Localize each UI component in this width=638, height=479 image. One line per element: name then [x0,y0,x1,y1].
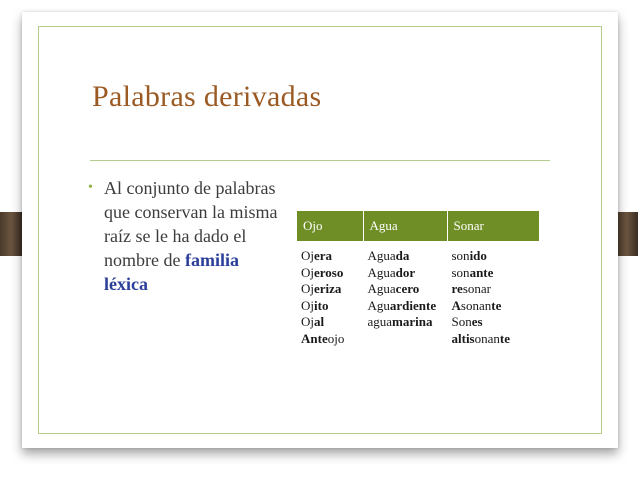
word-root: sonan [460,297,492,313]
word-root: ojo [327,330,345,346]
word-root: Son [451,314,472,329]
slide-title: Palabras derivadas [92,80,322,113]
word-affix: ardiente [389,297,437,313]
word-entry [452,281,538,298]
word-root: son [451,264,470,280]
derived-words-table [297,211,539,351]
word-affix: da [395,248,410,263]
word-affix: eriza [314,281,342,296]
word-root: sonar [462,281,491,296]
word-root: Oj [301,314,314,329]
word-entry [301,314,361,331]
column-ojo-words [297,241,363,351]
word-affix: es [471,314,483,329]
word-root: Oj [301,281,314,296]
word-affix: eroso [314,264,344,280]
word-entry [452,248,538,265]
word-root: onan [474,330,500,346]
left-edge-tab [0,212,22,256]
bullet-body: Al conjunto de palabras que conservan la misma raíz se le ha dado el nombre de [104,178,278,270]
word-affix: cero [395,281,420,296]
word-root: Agua [367,281,396,296]
bullet-dot-icon: • [88,180,93,195]
word-root: son [451,248,470,263]
bullet-point [88,176,278,296]
word-affix: ito [314,297,329,313]
word-root: Agu [367,297,390,313]
title-divider [90,160,550,161]
word-entry [301,281,361,298]
word-entry [368,281,445,298]
table-header-row [297,211,539,241]
header-ojo: Ojo [297,211,363,241]
word-affix: te [491,297,502,313]
word-entry [368,265,445,282]
word-entry [301,248,361,265]
word-affix: altis [451,330,475,346]
table-row [297,241,539,351]
word-root: Oj [301,297,314,313]
word-affix: ido [469,248,487,263]
bullet-text [104,176,278,296]
right-edge-tab [616,212,638,256]
column-agua-words [363,241,447,351]
word-entry [368,314,445,331]
word-root: Oj [301,264,314,280]
word-affix: A [451,297,461,313]
word-entry [301,331,361,348]
word-affix: te [499,330,511,346]
word-entry [368,248,445,265]
word-entry [452,298,538,315]
word-root: Oj [301,248,314,263]
word-entry [301,298,361,315]
word-affix: ante [469,264,494,280]
word-entry [452,265,538,282]
word-entry [368,298,445,315]
header-sonar: Sonar [447,211,539,241]
header-agua: Agua [363,211,447,241]
word-affix: re [451,281,463,296]
word-affix: Ante [301,330,328,346]
word-entry [452,314,538,331]
word-affix: marina [392,314,433,329]
word-root: Agua [367,264,396,280]
word-root: Agua [367,248,396,263]
word-entry [301,265,361,282]
word-affix: era [314,248,333,263]
column-sonar-words [447,241,539,351]
bullet-highlight: familia léxica [104,250,239,294]
word-affix: al [314,314,325,329]
word-entry [452,331,538,348]
word-affix: dor [395,264,416,280]
word-root: agua [367,314,393,329]
